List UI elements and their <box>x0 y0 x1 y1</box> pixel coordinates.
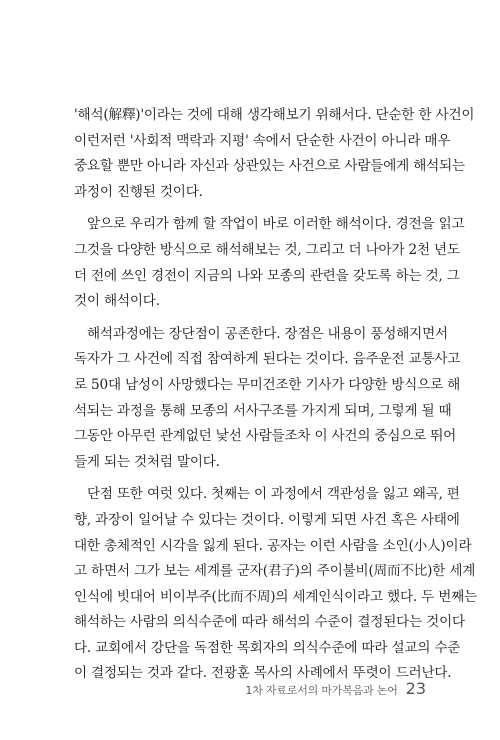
paragraph-1 <box>74 103 475 205</box>
text-line: 단점 또한 여럿 있다. 첫째는 이 과정에서 객관성을 잃고 왜곡, 편 <box>87 486 460 503</box>
book-section-title: 1차 자료로서의 마가복음과 논어 <box>245 684 398 697</box>
text-line: 그동안 아무런 관계없던 낯선 사람들조차 이 사건의 중심으로 뛰어 <box>74 428 457 445</box>
text-line: 앞으로 우리가 함께 할 작업이 바로 이러한 해석이다. 경전을 읽고 <box>87 216 465 233</box>
text-line: 대한 총체적인 시각을 잃게 된다. 공자는 이런 사람을 소인(小人)이라 <box>74 537 472 554</box>
paragraph-3 <box>74 322 461 476</box>
text-line: 것이 해석이다. <box>74 293 160 310</box>
text-line: 해석하는 사람의 의식수준에 따라 해석의 수준이 결정된다는 것이다 <box>74 614 465 631</box>
text-line: 향, 과장이 일어날 수 있다는 것이다. 이렇게 되면 사건 혹은 사태에 <box>74 511 460 528</box>
page-number: 23 <box>405 679 426 698</box>
text-line: 중요할 뿐만 아니라 자신과 상관있는 사건으로 사람들에게 해석되는 <box>74 158 465 175</box>
paragraph-2 <box>74 212 465 314</box>
text-line: 그것을 다양한 방식으로 해석해보는 것, 그리고 더 나아가 2천 년도 <box>74 241 460 258</box>
text-line: 고 하면서 그가 보는 세계를 군자(君子)의 주이불비(周而不比)한 세계 <box>74 563 476 580</box>
text-line: 로 50대 남성이 사망했다는 무미건조한 기사가 다양한 방식으로 해 <box>74 376 461 393</box>
paragraph-4 <box>74 482 477 687</box>
text-line: 이 결정되는 것과 같다. 전광훈 목사의 사례에서 뚜렷이 드러난다. <box>74 665 452 682</box>
text-line: 다. 교회에서 강단을 독점한 목회자의 의식수준에 따라 설교의 수준 <box>74 639 461 656</box>
body-text <box>74 103 477 694</box>
text-line: 이런저런 '사회적 맥락과 지평' 속에서 단순한 사건이 아니라 매우 <box>74 132 451 149</box>
text-line: 석되는 과정을 통해 모종의 서사구조를 가지게 되며, 그렇게 될 때 <box>74 402 452 419</box>
text-line: 과정이 진행된 것이다. <box>74 183 203 200</box>
text-line: 해석과정에는 장단점이 공존한다. 장점은 내용이 풍성해지면서 <box>87 325 448 342</box>
text-line: 인식에 빗대어 비이부주(比而不周)의 세계인식이라고 했다. 두 번째는 <box>74 588 477 605</box>
text-line: '해석(解釋)'이라는 것에 대해 생각해보기 위해서다. 단순한 한 사건이 <box>74 107 475 123</box>
text-line: 더 전에 쓰인 경전이 지금의 나와 모종의 관련을 갖도록 하는 것, 그 <box>74 267 460 284</box>
running-footer <box>245 679 426 698</box>
text-line: 들게 되는 것처럼 말이다. <box>74 453 220 470</box>
text-line: 독자가 그 사건에 직접 참여하게 된다는 것이다. 음주운전 교통사고 <box>74 351 461 368</box>
